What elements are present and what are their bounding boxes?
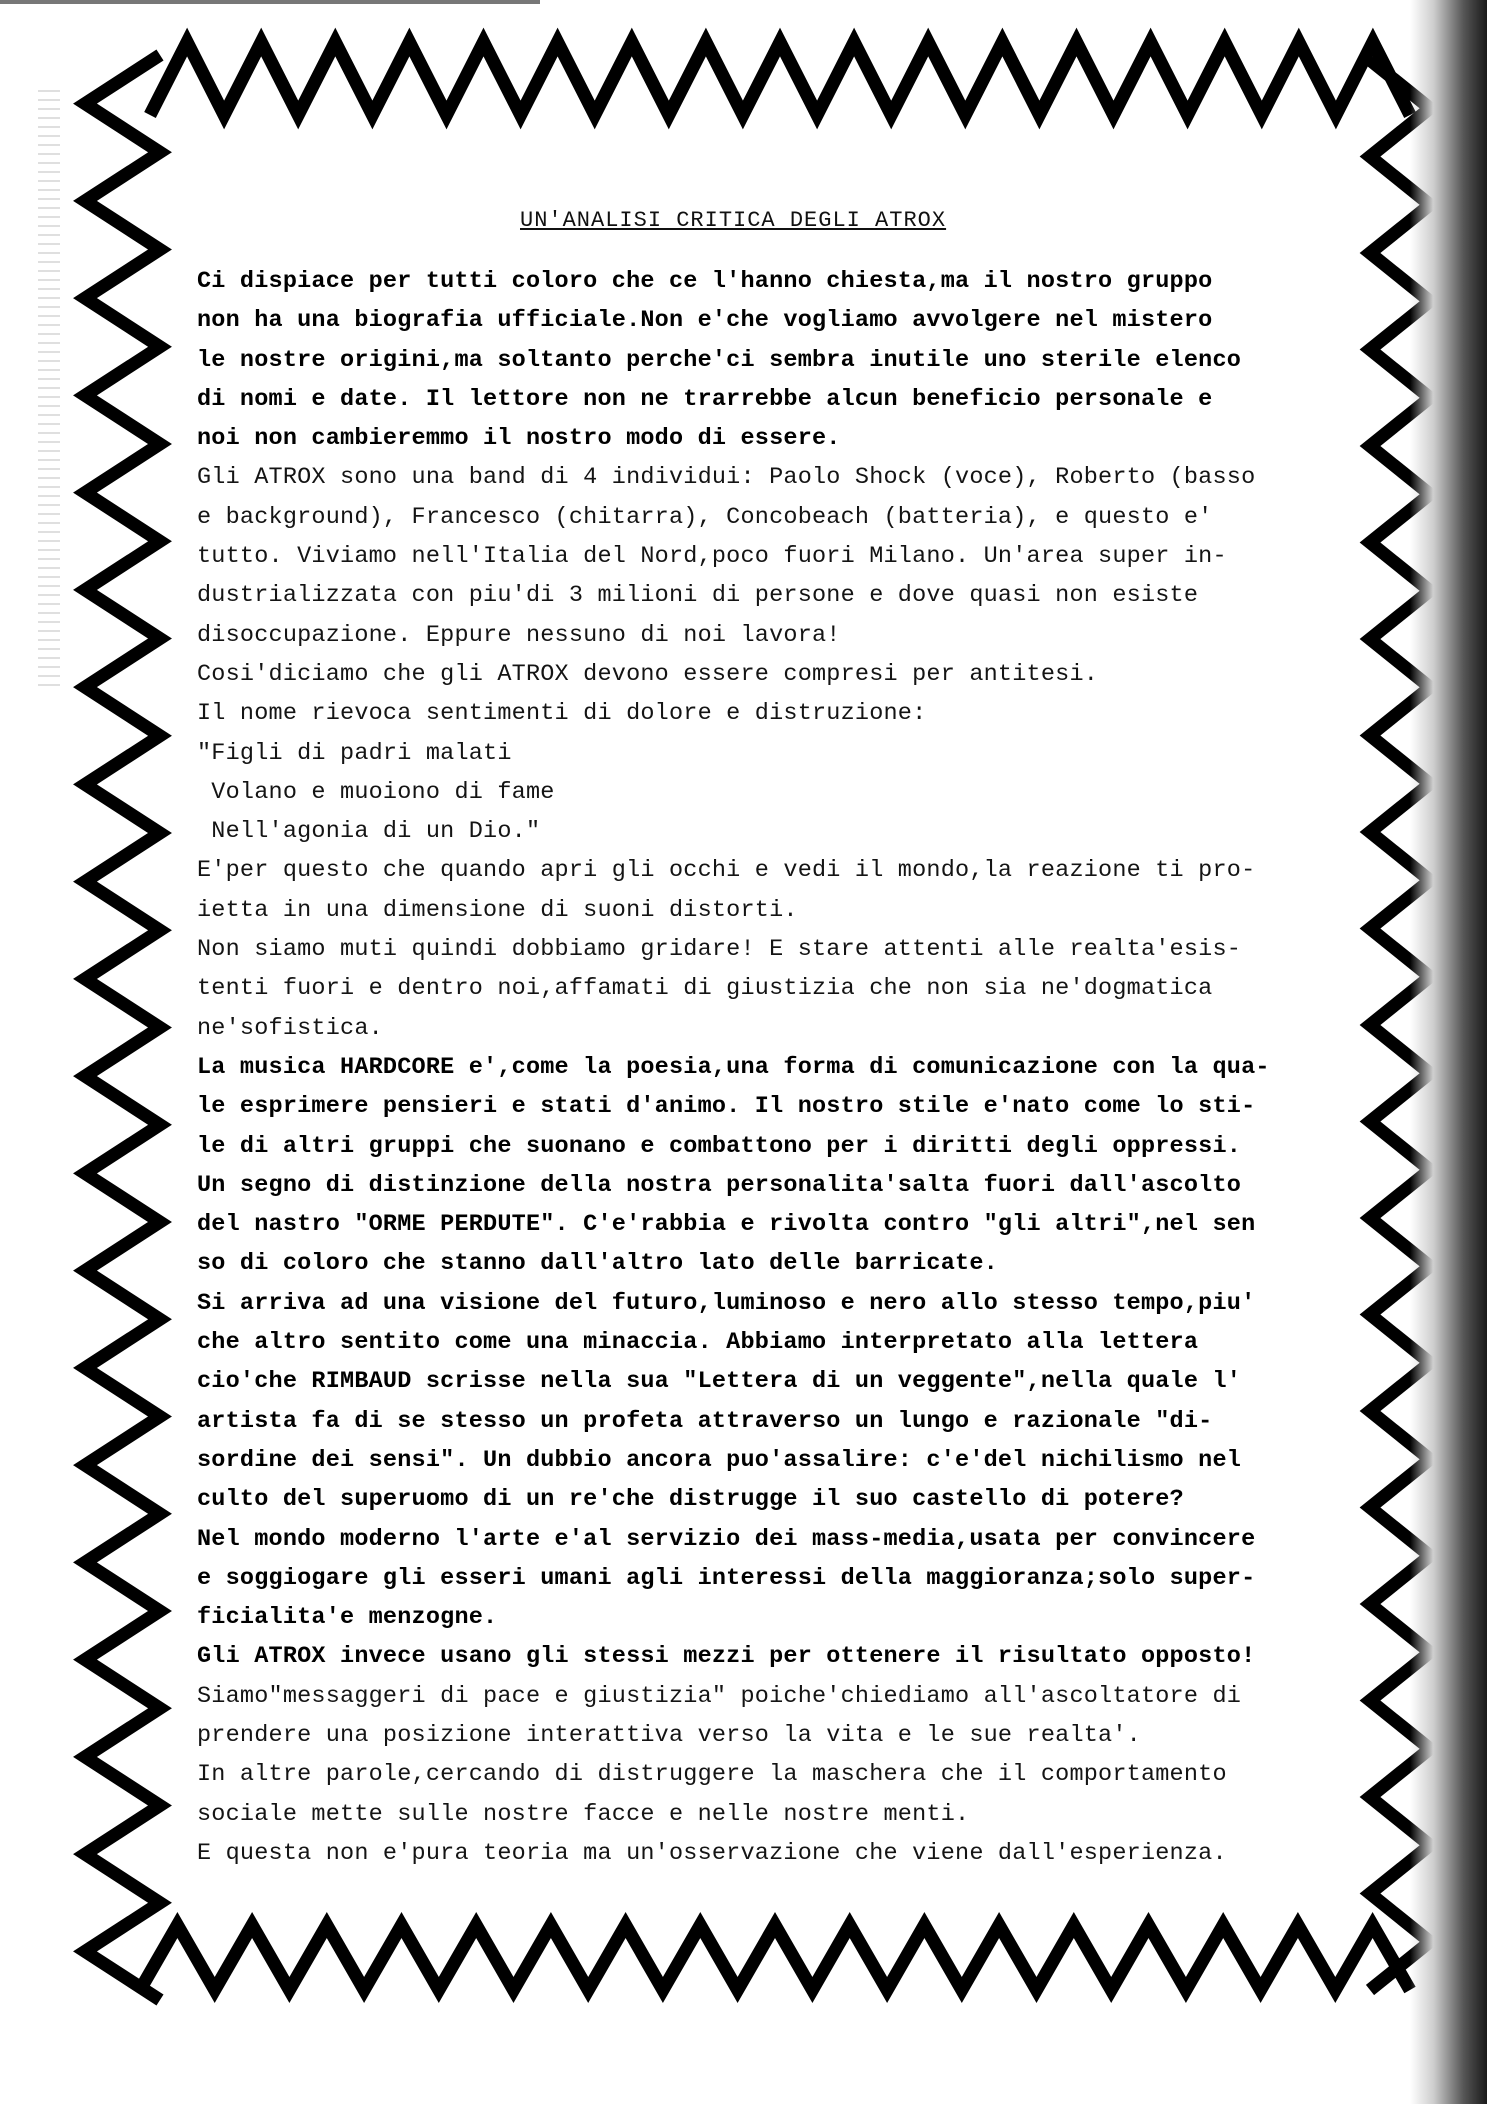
text-line: le nostre origini,ma soltanto perche'ci sembra inutile uno sterile elenco — [197, 346, 1242, 374]
text-line: del nastro "ORME PERDUTE". C'e'rabbia e rivolta contro "gli altri",nel sen — [197, 1211, 1256, 1239]
text-line: le esprimere pensieri e stati d'animo. Il nostro stile e'nato come lo sti- — [197, 1093, 1256, 1121]
text-line: Volano e muoiono di fame — [197, 778, 555, 806]
text-line: Non siamo muti quindi dobbiamo gridare! E stare attenti alle realta'esis- — [197, 936, 1242, 964]
text-line: che altro sentito come una minaccia. Abbiamo interpretato alla lettera — [197, 1329, 1199, 1357]
text-line: E'per questo che quando apri gli occhi e vedi il mondo,la reazione ti pro- — [197, 857, 1256, 885]
text-line: Un segno di distinzione della nostra personalita'salta fuori dall'ascolto — [197, 1171, 1242, 1199]
text-line: di nomi e date. Il lettore non ne trarrebbe alcun beneficio personale e — [197, 385, 1213, 413]
text-line: culto del superuomo di un re'che distrugge il suo castello di potere? — [197, 1486, 1184, 1514]
text-line: ficialita'e menzogne. — [197, 1604, 498, 1632]
text-line: Nel mondo moderno l'arte e'al servizio dei mass-media,usata per convincere — [197, 1525, 1256, 1553]
text-line: artista fa di se stesso un profeta attraverso un lungo e razionale "di- — [197, 1407, 1213, 1435]
text-line: e soggiogare gli esseri umani agli interessi della maggioranza;solo super- — [197, 1564, 1256, 1592]
text-line: Si arriva ad una visione del futuro,luminoso e nero allo stesso tempo,piu' — [197, 1289, 1256, 1317]
text-line: Il nome rievoca sentimenti di dolore e distruzione: — [197, 700, 927, 728]
text-line: sociale mette sulle nostre facce e nelle nostre menti. — [197, 1800, 970, 1828]
text-line: cio'che RIMBAUD scrisse nella sua "Lettera di un veggente",nella quale l' — [197, 1368, 1242, 1396]
text-line: dustrializzata con piu'di 3 milioni di persone e dove quasi non esiste — [197, 582, 1199, 610]
text-line: E questa non e'pura teoria ma un'osservazione che viene dall'esperienza. — [197, 1839, 1227, 1867]
text-line: Gli ATROX sono una band di 4 individui: Paolo Shock (voce), Roberto (basso — [197, 464, 1256, 492]
text-line: disoccupazione. Eppure nessuno di noi lavora! — [197, 621, 841, 649]
text-line: Siamo"messaggeri di pace e giustizia" poiche'chiediamo all'ascoltatore di — [197, 1682, 1242, 1710]
text-line: non ha una biografia ufficiale.Non e'che vogliamo avvolgere nel mistero — [197, 307, 1213, 335]
text-line: Cosi'diciamo che gli ATROX devono essere compresi per antitesi. — [197, 660, 1099, 688]
text-line: Nell'agonia di un Dio." — [197, 818, 541, 846]
text-line: tenti fuori e dentro noi,affamati di giustizia che non sia ne'dogmatica — [197, 975, 1213, 1003]
text-line: noi non cambieremmo il nostro modo di essere. — [197, 425, 841, 453]
text-line: ne'sofistica. — [197, 1014, 383, 1042]
page-binding-shadow — [1410, 0, 1487, 2104]
text-line: Ci dispiace per tutti coloro che ce l'hanno chiesta,ma il nostro gruppo — [197, 268, 1213, 295]
zigzag-border-bottom — [140, 1925, 1410, 1990]
text-line: tutto. Viviamo nell'Italia del Nord,poco fuori Milano. Un'area super in- — [197, 543, 1227, 571]
text-line: "Figli di padri malati — [197, 739, 512, 767]
text-line: Gli ATROX invece usano gli stessi mezzi per ottenere il risultato opposto! — [197, 1643, 1256, 1671]
text-line: so di coloro che stanno dall'altro lato delle barricate. — [197, 1250, 998, 1278]
text-line: prendere una posizione interattiva verso la vita e le sue realta'. — [197, 1721, 1141, 1749]
article-body — [197, 262, 1377, 1873]
text-line: La musica HARDCORE e',come la poesia,una forma di comunicazione con la qua- — [197, 1053, 1270, 1081]
text-line: ietta in una dimensione di suoni distorti. — [197, 896, 798, 924]
text-line: sordine dei sensi". Un dubbio ancora puo'assalire: c'e'del nichilismo nel — [197, 1446, 1242, 1474]
zigzag-border-left — [85, 55, 160, 2000]
text-line: In altre parole,cercando di distruggere la maschera che il comportamento — [197, 1761, 1227, 1789]
zigzag-border-top — [150, 42, 1410, 115]
page-title: UN'ANALISI CRITICA DEGLI ATROX — [520, 208, 947, 233]
text-line: e background), Francesco (chitarra), Concobeach (batteria), e questo e' — [197, 503, 1213, 531]
text-line: le di altri gruppi che suonano e combattono per i diritti degli oppressi. — [197, 1132, 1242, 1160]
